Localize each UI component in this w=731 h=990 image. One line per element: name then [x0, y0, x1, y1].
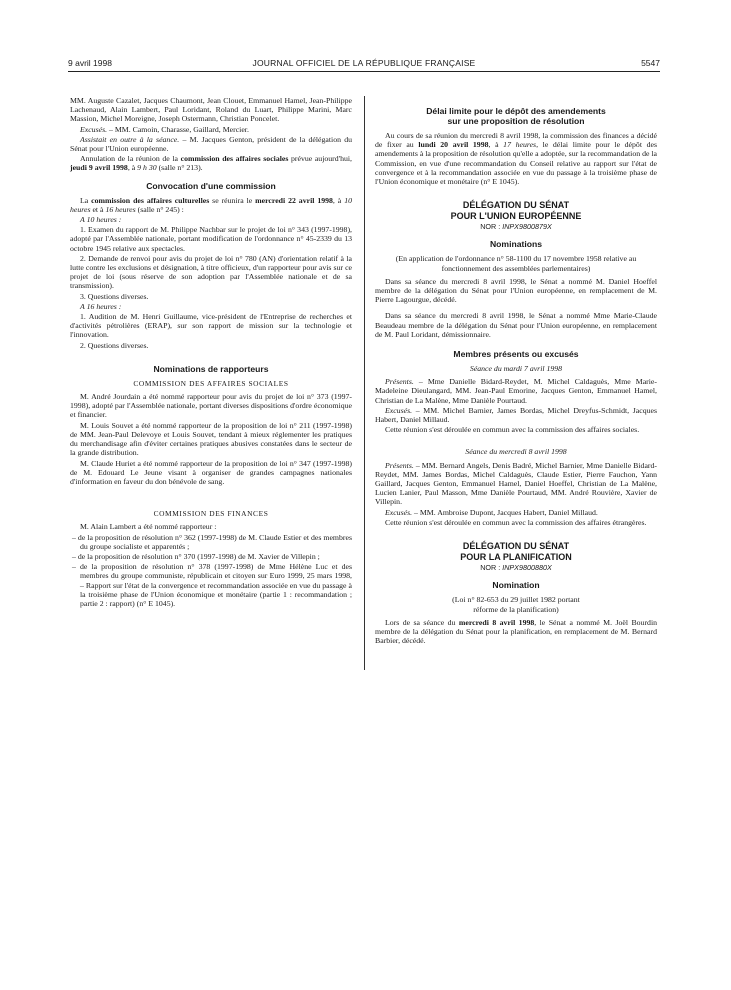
nominations-heading: Nominations	[489, 239, 543, 250]
commission-finances-heading: COMMISSION DES FINANCES	[153, 509, 269, 519]
time-10h-label: A 10 heures :	[80, 215, 122, 225]
agenda-item-5: 2. Questions diverses.	[80, 340, 149, 350]
header-date: 9 avril 1998	[68, 58, 112, 68]
page-header	[68, 58, 660, 72]
nomination-paragraph-2: Dans sa séance du mercredi 8 avril 1998, le Sénat a nommé Mme Marie-Claude Beaudeau membre de la délégation du Sénat pour l'Union européenne, en remplacement de M. Paul Loridant, démissionnaire.	[375, 311, 657, 339]
cf-dash-3: – de la proposition de résolution n° 378 (1997-1998) de Mme Hélène Luc et des membres du groupe communiste, républicain et citoyen sur Euro 1999, 25 mars 1998, – Rapport sur l'état de la convergence et recommandation associée en vue du passage à la troisième phase de l'Union économique et monétaire (partie 1 : recommandation ; partie 2 : rapport) (n° E 1045).	[72, 562, 352, 608]
delegation-ue-heading: DÉLÉGATION DU SÉNAT POUR L'UNION EUROPÉENNE	[450, 200, 582, 221]
delai-heading: Délai limite pour le dépôt des amendements sur une proposition de résolution	[426, 106, 606, 126]
cas-paragraph-2: M. Louis Souvet a été nommé rapporteur de la proposition de loi n° 211 (1997-1998) de MM. Jean-Paul Delevoye et Louis Souvet, tendant à mieux réglementer les pratiques du merchandisage afin d'éviter certaines pratiques abusives constatées dans le secteur de la grande distribution.	[70, 420, 352, 458]
header-rule	[68, 71, 660, 72]
column-divider	[364, 96, 365, 670]
commission-affaires-sociales-heading: COMMISSION DES AFFAIRES SOCIALES	[133, 378, 289, 388]
convocation-paragraph: La commission des affaires culturelles se réunira le mercredi 22 avril 1998, à 10 heures et à 16 heures (salle n° 245) :	[70, 195, 352, 214]
ordonnance-note: (En application de l'ordonnance n° 58-1100 du 17 novembre 1958 relative au fonctionnement des assemblées parlementaires)	[395, 254, 637, 273]
nomination-paragraph-1: Dans sa séance du mercredi 8 avril 1998, le Sénat a nommé M. Daniel Hoeffel membre de la délégation du Sénat pour l'Union européenne, en remplacement de M. Pierre Lagourgue, décédé.	[375, 276, 657, 305]
members-list: MM. Auguste Cazalet, Jacques Chaumont, Jean Clouet, Emmanuel Hamel, Jean-Philippe Lachenaud, Alain Lambert, Paul Loridant, Roland du Luart, Philippe Marini, Marc Massion, Michel Moreigne, Joseph Ostermann, Christian Poncelet.	[70, 96, 352, 124]
delai-paragraph: Au cours de sa réunion du mercredi 8 avril 1998, la commission des finances a décidé de fixer au lundi 20 avril 1998, à 17 heures, le délai limite pour le dépôt des amendements à la proposition de résolution qu'elle a adoptée, sur la recommandation de la Commission, en vue d'une recommandation du Conseil relative au rapport sur l'état de convergence et à la recommandation associée en vue du passage à la troisième phase de l'Union économique et monétaire (n° E 1045).	[375, 131, 658, 187]
right-column	[375, 96, 657, 646]
cas-paragraph-1: M. André Jourdain a été nommé rapporteur pour avis du projet de loi n° 373 (1997-1998), adopté par l'Assemblée nationale, portant diverses dispositions d'ordre économique et financier.	[70, 392, 352, 420]
loi-note: (Loi n° 82-653 du 29 juillet 1982 portant réforme de la planification)	[452, 595, 580, 614]
cf-intro: M. Alain Lambert a été nommé rapporteur :	[80, 522, 217, 532]
seance-2-heading: Séance du mercredi 8 avril 1998	[465, 447, 567, 457]
seance-1-heading: Séance du mardi 7 avril 1998	[469, 364, 563, 374]
agenda-item-4: 1. Audition de M. Henri Guillaume, vice-président de l'Entreprise de recherches et d'activités pétrolières (ERAP), sur son rapport de mission sur la technologie et l'innovation.	[70, 312, 352, 340]
excuses-2: Excusés. – MM. Ambroise Dupont, Jacques Habert, Daniel Millaud.	[385, 507, 598, 517]
excuses-1: Excusés. – MM. Michel Barnier, James Bordas, Michel Dreyfus-Schmidt, Jacques Habert, Daniel Millaud.	[375, 405, 657, 425]
planification-paragraph: Lors de sa séance du mercredi 8 avril 1998, le Sénat a nommé M. Joël Bourdin membre de la délégation du Sénat pour la planification, en remplacement de M. Bernard Barbier, décédé.	[375, 617, 658, 646]
assistait-line: Assistait en outre à la séance. – M. Jacques Genton, président de la délégation du Sénat pour l'Union européenne.	[70, 134, 353, 154]
nominations-rapporteurs-heading: Nominations de rapporteurs	[153, 363, 269, 374]
time-16h-label: A 16 heures :	[80, 301, 122, 311]
agenda-item-2: 2. Demande de renvoi pour avis du projet de loi n° 780 (AN) d'orientation relatif à la lutte contre les exclusions et désignation, à titre officieux, d'un rapporteur pour avis sur ce projet de loi (sous réserve de son adoption par l'Assemblée nationale et de sa transmission).	[70, 253, 352, 291]
cf-dash-2: – de la proposition de résolution n° 370 (1997-1998) de M. Xavier de Villepin ;	[72, 551, 320, 561]
nor-reference-2: NOR : INPX9800880X	[480, 563, 552, 573]
excuses-line: Excusés. – MM. Camoin, Charasse, Gaillard, Mercier.	[80, 124, 249, 134]
page-number: 5547	[641, 58, 660, 68]
reunion-note-1: Cette réunion s'est déroulée en commun avec la commission des affaires sociales.	[385, 425, 640, 435]
nor-reference-1: NOR : INPX9800879X	[480, 222, 552, 232]
cf-dash-1: – de la proposition de résolution n° 362 (1997-1998) de M. Claude Estier et des membres du groupe socialiste et apparentés ;	[72, 532, 352, 551]
convocation-heading: Convocation d'une commission	[146, 180, 276, 191]
reunion-note-2: Cette réunion s'est déroulée en commun avec la commission des affaires étrangères.	[385, 517, 647, 527]
journal-title: JOURNAL OFFICIEL DE LA RÉPUBLIQUE FRANÇAISE	[252, 58, 476, 68]
nomination-heading: Nomination	[492, 580, 540, 591]
left-column	[70, 96, 352, 609]
annulation-paragraph: Annulation de la réunion de la commission des affaires sociales prévue aujourd'hui, jeudi 9 avril 1998, à 9 h 30 (salle n° 213).	[70, 154, 352, 173]
delegation-planification-heading: DÉLÉGATION DU SÉNAT POUR LA PLANIFICATION	[460, 541, 572, 562]
presents-2: Présents. – MM. Bernard Angels, Denis Badré, Michel Barnier, Mme Danielle Bidard-Reydet, MM. James Bordas, Michel Caldaguès, Claude Estier, Pierre Fauchon, Yann Gaillard, Jacques Genton, Emmanuel Hamel, Daniel Hoeffel, Christian de La Malène, Lucien Lanier, Paul Masson, Mme Danièle Pourtaud, MM. André Rouvière, Xavier de Villepin.	[375, 460, 657, 507]
presents-1: Présents. – Mme Danielle Bidard-Reydet, M. Michel Caldaguès, Mme Marie-Madeleine Dieulangard, MM. Jean-Paul Emorine, Jacques Genton, Emmanuel Hamel, Christian de La Malène, Mme Danièle Pourtaud.	[375, 377, 657, 405]
agenda-item-1: 1. Examen du rapport de M. Philippe Nachbar sur le projet de loi n° 343 (1997-1998), adopté par l'Assemblée nationale, portant modification de l'ordonnance n° 45-2339 du 13 octobre 1945 relative aux spectacles.	[70, 225, 352, 253]
membres-heading: Membres présents ou excusés	[453, 349, 579, 360]
agenda-item-3: 3. Questions diverses.	[80, 291, 149, 301]
cas-paragraph-3: M. Claude Huriet a été nommé rapporteur de la proposition de loi n° 347 (1997-1998) de M. Edouard Le Jeune visant à organiser de grandes campagnes nationales d'information en faveur du don bénévole de sang.	[70, 458, 352, 486]
